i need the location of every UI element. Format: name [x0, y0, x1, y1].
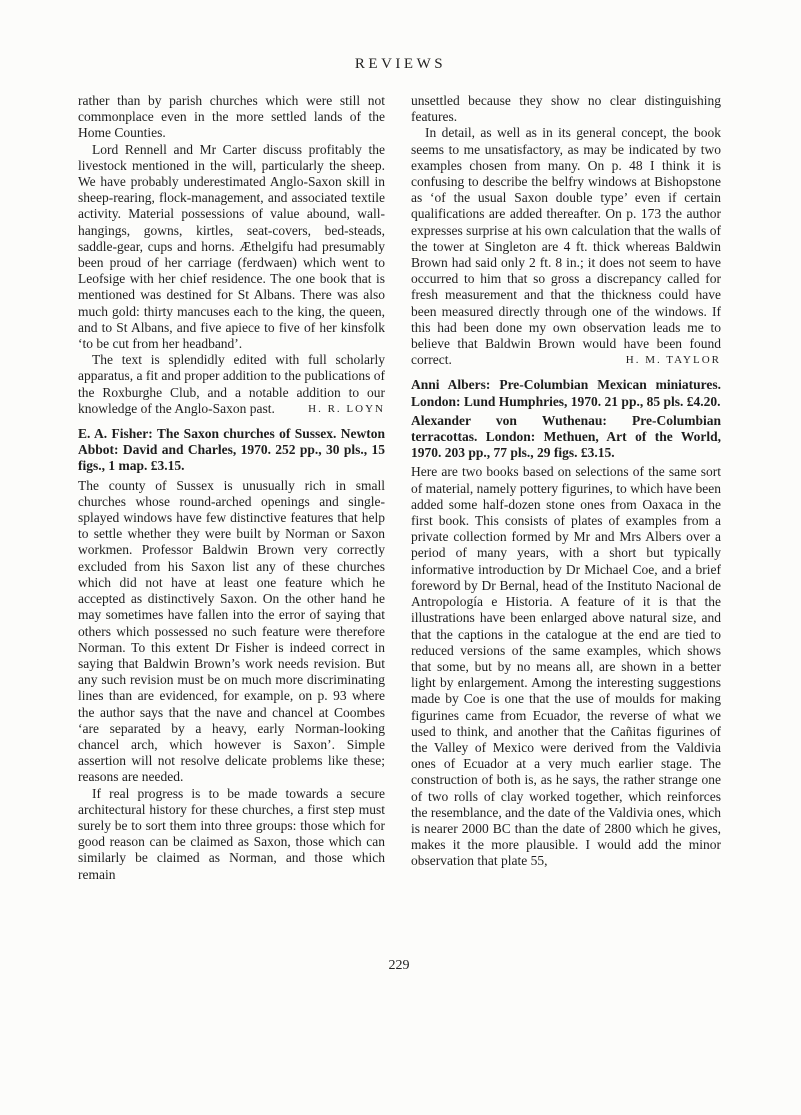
- paragraph-with-signature: [78, 352, 385, 417]
- right-column: [411, 93, 721, 870]
- page-number: 229: [388, 958, 410, 973]
- review-heading: Anni Albers: Pre-Columbian Mexican miniatures. London: Lund Humphries, 1970. 21 pp., 85 pls. £4.20.: [411, 377, 721, 409]
- paragraph: The county of Sussex is unusually rich in small churches whose round-arched openings and single-splayed windows have few distinctive features that help to settle whether they were built by Norman or Saxon workmen. Professor Baldwin Brown very correctly excluded from his Saxon list any of these churches which did not have at least one feature which he accepted as distinctively Saxon. On the other hand he may sometimes have fallen into the error of saying that others which possessed no such feature were therefore Norman. To this extent Dr Fisher is indeed correct in saying that Baldwin Brown’s work needs revision. But any such revision must be on much more discriminating lines than are evidenced, for example, on p. 93 where the author says that the nave and chancel at Coombes ‘are separated by a heavy, early Norman-looking chancel arch, which however is Saxon’. Simple assertion will not resolve delicate problems like these; reasons are needed.: [78, 477, 385, 785]
- paragraph: Lord Rennell and Mr Carter discuss profitably the livestock mentioned in the will, particularly the sheep. We have probably underestimated Anglo-Saxon skill in sheep-rearing, flock-management, and associated textile activity. Material possessions of value abound, wall-hangings, gowns, kirtles, seat-covers, bed-steads, saddle-gear, cups and horns. Æthelgifu had presumably been proud of her carriage (ferdwaen) which went to Leofsige with her chief residence. The one book that is mentioned was destined for St Albans. There was also much gold: thirty mancuses each to the king, the queen, and to St Albans, and five apiece to five of her kinsfolk ‘to be cut from her headband’.: [78, 141, 385, 352]
- reviewer-signature: H. R. LOYN: [308, 402, 385, 415]
- paragraph: Here are two books based on selections of the same sort of material, namely pottery figurines, to which have been added some half-dozen stone ones from Oaxaca in the first book. This consists of plates of examples from a private collection formed by Mr and Mrs Albers over a period of many years, with a short but typically informative introduction by Dr Michael Coe, and a brief foreword by Dr Bernal, head of the Instituto Nacional de Antropología e Historia. A feature of it is that the illustrations have been enlarged above natural size, and that the captions in the catalogue at the end are tied to reduced versions of the same examples, which shows that some, but by no means all, are shown in a better light by enlargement. Among the interesting suggestions made by Coe is one that the use of moulds for making figurines came from Ecuador, the reverse of what we used to think, and another that the Cañitas figurines of the Valley of Mexico were derived from the Valdivia ones of Ecuador at a very much earlier stage. The construction of both is, as he says, the rather strange one of two rolls of clay worked together, which reinforces the resemblance, and the date of the Valdivia ones, which is nearer 2000 BC than the date of 2800 which he gives, makes it the more plausible. I would add the minor observation that plate 55,: [411, 464, 721, 869]
- review-heading: Alexander von Wuthenau: Pre-Columbian terracottas. London: Methuen, Art of the World, 1970. 203 pp., 77 pls., 29 figs. £3.15.: [411, 412, 721, 461]
- paragraph: If real progress is to be made towards a secure architectural history for these churches, a first step must surely be to sort them into three groups: those which for good reason can be claimed as Saxon, those which can similarly be claimed as Norman, and those which remain: [78, 785, 385, 882]
- paragraph-text: In detail, as well as in its general concept, the book seems to me unsatisfactory, as may be indicated by two examples chosen from many. On p. 48 I think it is confusing to describe the belfry windows at Bishopstone as ‘of the usual Saxon double type’ even if certain qualifications are added thereafter. On p. 173 the author expresses surprise at his own calculation that the walls of the tower at Singleton are 4 ft. thick whereas Baldwin Brown had said only 2 ft. 8 in.; it does not seem to have occurred to him that so gross a discrepancy called for fresh measurement and that the thickness could have been measured directly through one of the windows. If this had been done my own observation leads me to believe that Baldwin Brown would have been found correct.: [411, 125, 721, 368]
- reviewer-signature: H. M. TAYLOR: [625, 354, 721, 367]
- paragraph-continuation: rather than by parish churches which were still not commonplace even in the more settled lands of the Home Counties.: [78, 93, 385, 141]
- paragraph-continuation: unsettled because they show no clear distinguishing features.: [411, 93, 721, 125]
- two-column-text: [78, 93, 721, 883]
- paragraph-text: The text is splendidly edited with full scholarly apparatus, a fit and proper addition to the publications of the Roxburghe Club, and a notable addition to our knowledge of the Anglo-Saxon past.: [78, 352, 385, 416]
- review-heading: E. A. Fisher: The Saxon churches of Sussex. Newton Abbot: David and Charles, 1970. 252 pp., 30 pls., 15 figs., 1 map. £3.15.: [78, 426, 385, 474]
- section-title: REVIEWS: [354, 56, 447, 72]
- paragraph-with-signature: [411, 125, 721, 368]
- left-column: [78, 93, 385, 883]
